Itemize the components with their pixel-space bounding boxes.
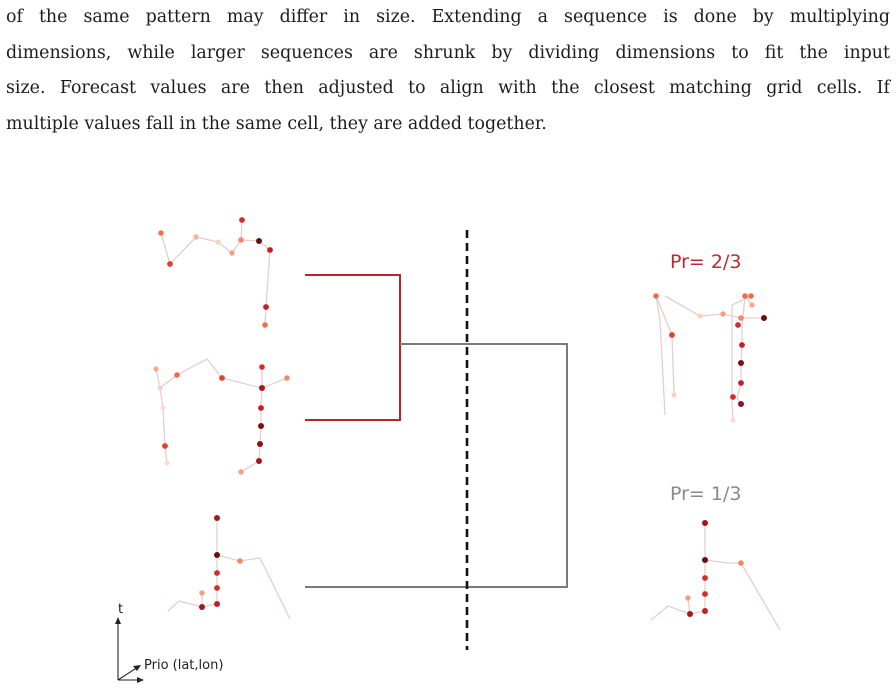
paragraph-line-3: size. Forecast values are then adjusted to align with the closest matching grid cells. If: [6, 78, 890, 98]
axis-label-prio: Prio (lat,lon): [144, 658, 224, 673]
pattern-3: [168, 515, 290, 619]
probability-label-low: Pr= 1/3: [670, 483, 742, 505]
pattern-2: [153, 359, 289, 475]
paragraph-line-1: of the same pattern may differ in size. Extending a sequence is done by multiplying: [6, 7, 890, 27]
axis-indicator: [115, 602, 223, 683]
forecast-1: [653, 293, 767, 422]
axis-label-t: t: [118, 602, 124, 617]
paragraph-line-4: multiple values fall in the same cell, they are added together.: [6, 113, 547, 134]
paragraph-line-2: dimensions, while larger sequences are shrunk by dividing dimensions to fit the input: [6, 42, 890, 63]
forecast-2: [651, 520, 780, 630]
arrow-up-icon: [115, 617, 121, 624]
pattern-1: [158, 217, 273, 328]
probability-label-high: Pr= 2/3: [670, 251, 742, 273]
arrow-right-icon: [137, 677, 144, 683]
dendrogram: [305, 275, 567, 587]
